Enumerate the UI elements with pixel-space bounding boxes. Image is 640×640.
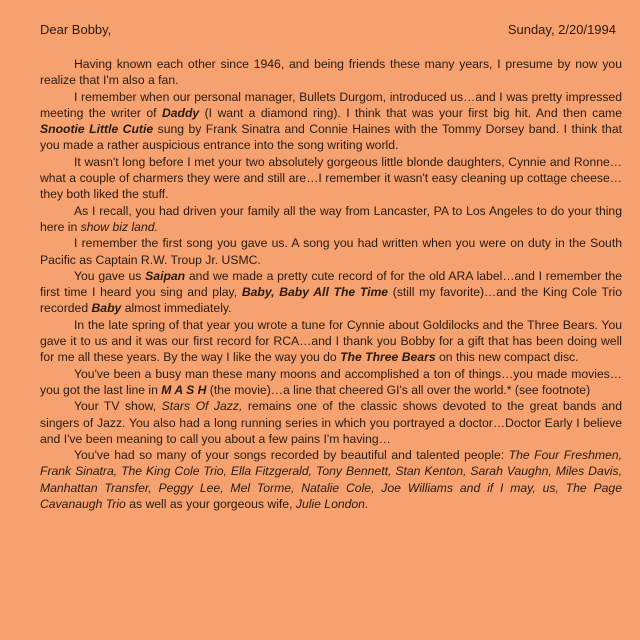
letter-paragraph [40,154,622,203]
emphasized-title: Julie London. [295,497,369,512]
emphasized-title: Stars Of Jazz, [161,399,243,414]
letter-paragraph [40,89,622,154]
emphasized-title: Saipan [145,268,186,283]
emphasized-title: Snootie Little Cutie [40,122,154,137]
letter-paragraph [40,366,622,399]
letter-paragraph [40,203,622,236]
paragraph-text: In the late spring of that year you wrote a tune for Cynnie about Goldilocks and the Three Bears. You gave it to us and it was our first record for RCA…and I thank you Bobby for a gift that has been doing well for me all these years. By the way I like the way you do [40,317,622,365]
salutation: Dear Bobby, [40,22,112,37]
paragraph-text: (still my favorite)…and the King Cole Trio recorded [40,285,622,316]
letter-paragraph [40,235,622,268]
letter-paragraph [40,268,622,317]
letter-paragraph [40,317,622,366]
letter-paragraph [40,398,622,447]
emphasized-title: show biz land. [80,219,158,234]
letter-paragraph [40,447,622,512]
paragraph-text: Having known each other since 1946, and being friends these many years, I presume by now you realize that I'm also a fan. [40,57,622,88]
paragraph-text: You gave us [74,268,146,283]
emphasized-title: Daddy [161,105,200,120]
paragraph-text: It wasn't long before I met your two absolutely gorgeous little blonde daughters, Cynnie and Ronne…what a couple of charmers they were and still are…I remember it wasn't easy cleaning up cottage cheese…they both liked the stuff. [40,154,622,202]
letter-body [40,56,622,512]
paragraph-text: You've had so many of your songs recorded by beautiful and talented people: [74,448,509,463]
letter-date: Sunday, 2/20/1994 [507,22,616,37]
emphasized-title: The Four Freshmen, Frank Sinatra, The King Cole Trio, Ella Fitzgerald, Tony Bennett, Stan Kenton, Sarah Vaughn, Miles Davis, Manhattan Transfer, Peggy Lee, Mel Torme, Natalie Cole, Joe Williams and if I may, us, The Page Cavanaugh Trio [40,448,622,512]
emphasized-title: The Three Bears [340,350,436,365]
paragraph-text: As I recall, you had driven your family all the way from Lancaster, PA to Los Angeles to do your thing here in [40,203,622,234]
letter-paragraph [40,56,622,89]
emphasized-title: Baby, Baby All The Time [241,285,389,300]
paragraph-text: (the movie)…a line that cheered GI's all over the world.* (see footnote) [206,382,591,397]
paragraph-text: remains one of the classic shows devoted to the great bands and singers of Jazz. You also had a long running series in which you portrayed a doctor…Doctor Early I believe and I've been meaning to call you about a few pains I'm having… [40,399,622,446]
paragraph-text: on this new compact disc. [435,350,579,365]
paragraph-text: sung by Frank Sinatra and Connie Haines with the Tommy Dorsey band. I think that you made a rather auspicious entrance into the song writing world. [40,122,622,153]
paragraph-text: (I want a diamond ring). I think that was your first big hit. And then came [199,105,622,120]
paragraph-text: Your TV show, [74,399,162,414]
paragraph-text: and we made a pretty cute record of for the old ARA label…and I remember the first time I heard you sing and play, [40,268,622,300]
emphasized-title: M A S H [161,382,207,397]
paragraph-text: almost immediately. [121,301,232,316]
paragraph-text: I remember the first song you gave us. A song you had written when you were on duty in the South Pacific as Captain R.W. Troup Jr. USMC. [40,236,622,267]
paragraph-text: as well as your gorgeous wife, [125,497,296,512]
paragraph-text: I remember when our personal manager, Bullets Durgom, introduced us…and I was pretty impressed meeting the writer of [40,89,622,120]
paragraph-text: You've been a busy man these many moons and accomplished a ton of things…you made movies…you got the last line in [40,366,622,397]
emphasized-title: Baby [91,301,122,316]
